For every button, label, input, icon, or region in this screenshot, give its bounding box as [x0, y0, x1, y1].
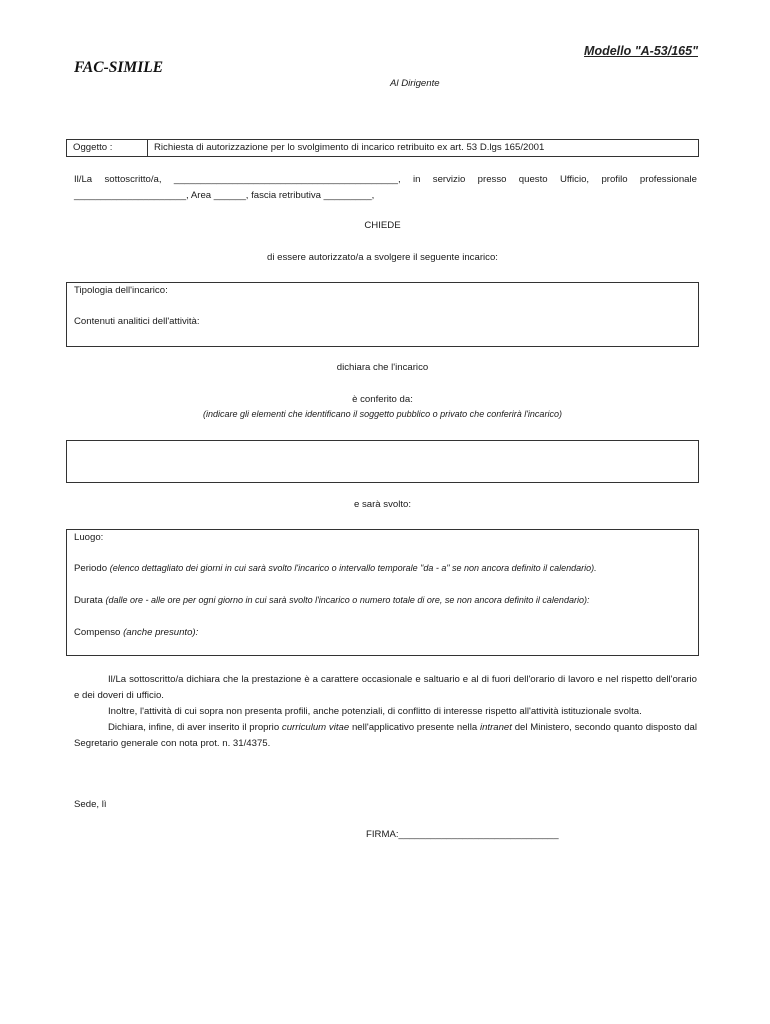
compenso-label: Compenso — [74, 627, 121, 638]
tipologia-box — [66, 282, 699, 347]
conferito-text: è conferito da: — [352, 394, 413, 405]
dichiara-text: dichiara che l'incarico — [336, 362, 429, 373]
compenso-note: (anche presunto): — [123, 627, 199, 638]
modello-code: Modello "A-53/165" — [584, 44, 698, 58]
oggetto-table — [66, 139, 699, 157]
periodo-label: Periodo — [74, 563, 108, 574]
declaration-3-part-a: Dichiara, infine, di aver inserito il proprio — [108, 722, 280, 733]
essere-autorizzato-text: di essere autorizzato/a a svolgere il seguente incarico: — [267, 252, 498, 263]
durata-line — [74, 595, 589, 606]
luogo-label: Luogo: — [74, 532, 104, 543]
oggetto-label: Oggetto : — [67, 140, 148, 156]
durata-label: Durata — [74, 595, 103, 606]
conferito-note: (indicare gli elementi che identificano il soggetto pubblico o privato che conferirà l'incarico) — [203, 409, 562, 419]
contenuti-label: Contenuti analitici dell'attività: — [74, 316, 200, 327]
declaration-3-part-b: nell'applicativo presente nella — [351, 722, 478, 733]
sede-label: Sede, lì — [74, 799, 107, 810]
firma-signature-line: FIRMA:______________________________ — [366, 829, 559, 840]
declaration-paragraph-3 — [74, 720, 697, 752]
facsimile-title: FAC-SIMILE — [74, 59, 164, 76]
compenso-line — [74, 627, 198, 638]
details-box — [66, 529, 699, 656]
declaration-paragraph-2: Inoltre, l'attività di cui sopra non presenta profili, anche potenziali, di conflitto di interesse rispetto all'attività istituzionale svolta. — [108, 706, 642, 717]
declaration-3-part-c: del Ministero, secondo quanto disposto dal Segretario generale con nota prot. n. 31/4375. — [74, 722, 698, 749]
periodo-note: (elenco dettagliato dei giorni in cui sarà svolto l'incarico o intervallo temporale "da - a" se non ancora definito il calendario). — [109, 563, 597, 573]
intranet-text: intranet — [479, 722, 512, 733]
intro-line-2: _____________________, Area ______, fascia retributiva _________, — [74, 190, 375, 201]
tipologia-label: Tipologia dell'incarico: — [74, 285, 168, 296]
svolto-text: e sarà svolto: — [353, 499, 412, 510]
declaration-paragraph-1: Il/La sottoscritto/a dichiara che la prestazione è a carattere occasionale e saltuario e al di fuori dell'orario di lavoro e nel rispetto dell'orario e dei doveri di ufficio. — [74, 674, 697, 701]
oggetto-text: Richiesta di autorizzazione per lo svolgimento di incarico retribuito ex art. 53 D.lgs 165/2001 — [154, 142, 545, 153]
recipient-label: Al Dirigente — [390, 78, 440, 89]
intro-line-1: Il/La sottoscritto/a, __________________________________________, in servizio presso questo Ufficio, profilo professionale — [74, 174, 697, 185]
periodo-line — [74, 563, 597, 574]
durata-note: (dalle ore - alle ore per ogni giorno in cui sarà svolto l'incarico o numero totale di ore, se non ancora definito il calendario): — [105, 595, 590, 605]
curriculum-vitae-text: curriculum vitae — [281, 722, 350, 733]
conferente-box — [66, 440, 699, 483]
chiede-heading: CHIEDE — [364, 220, 401, 231]
